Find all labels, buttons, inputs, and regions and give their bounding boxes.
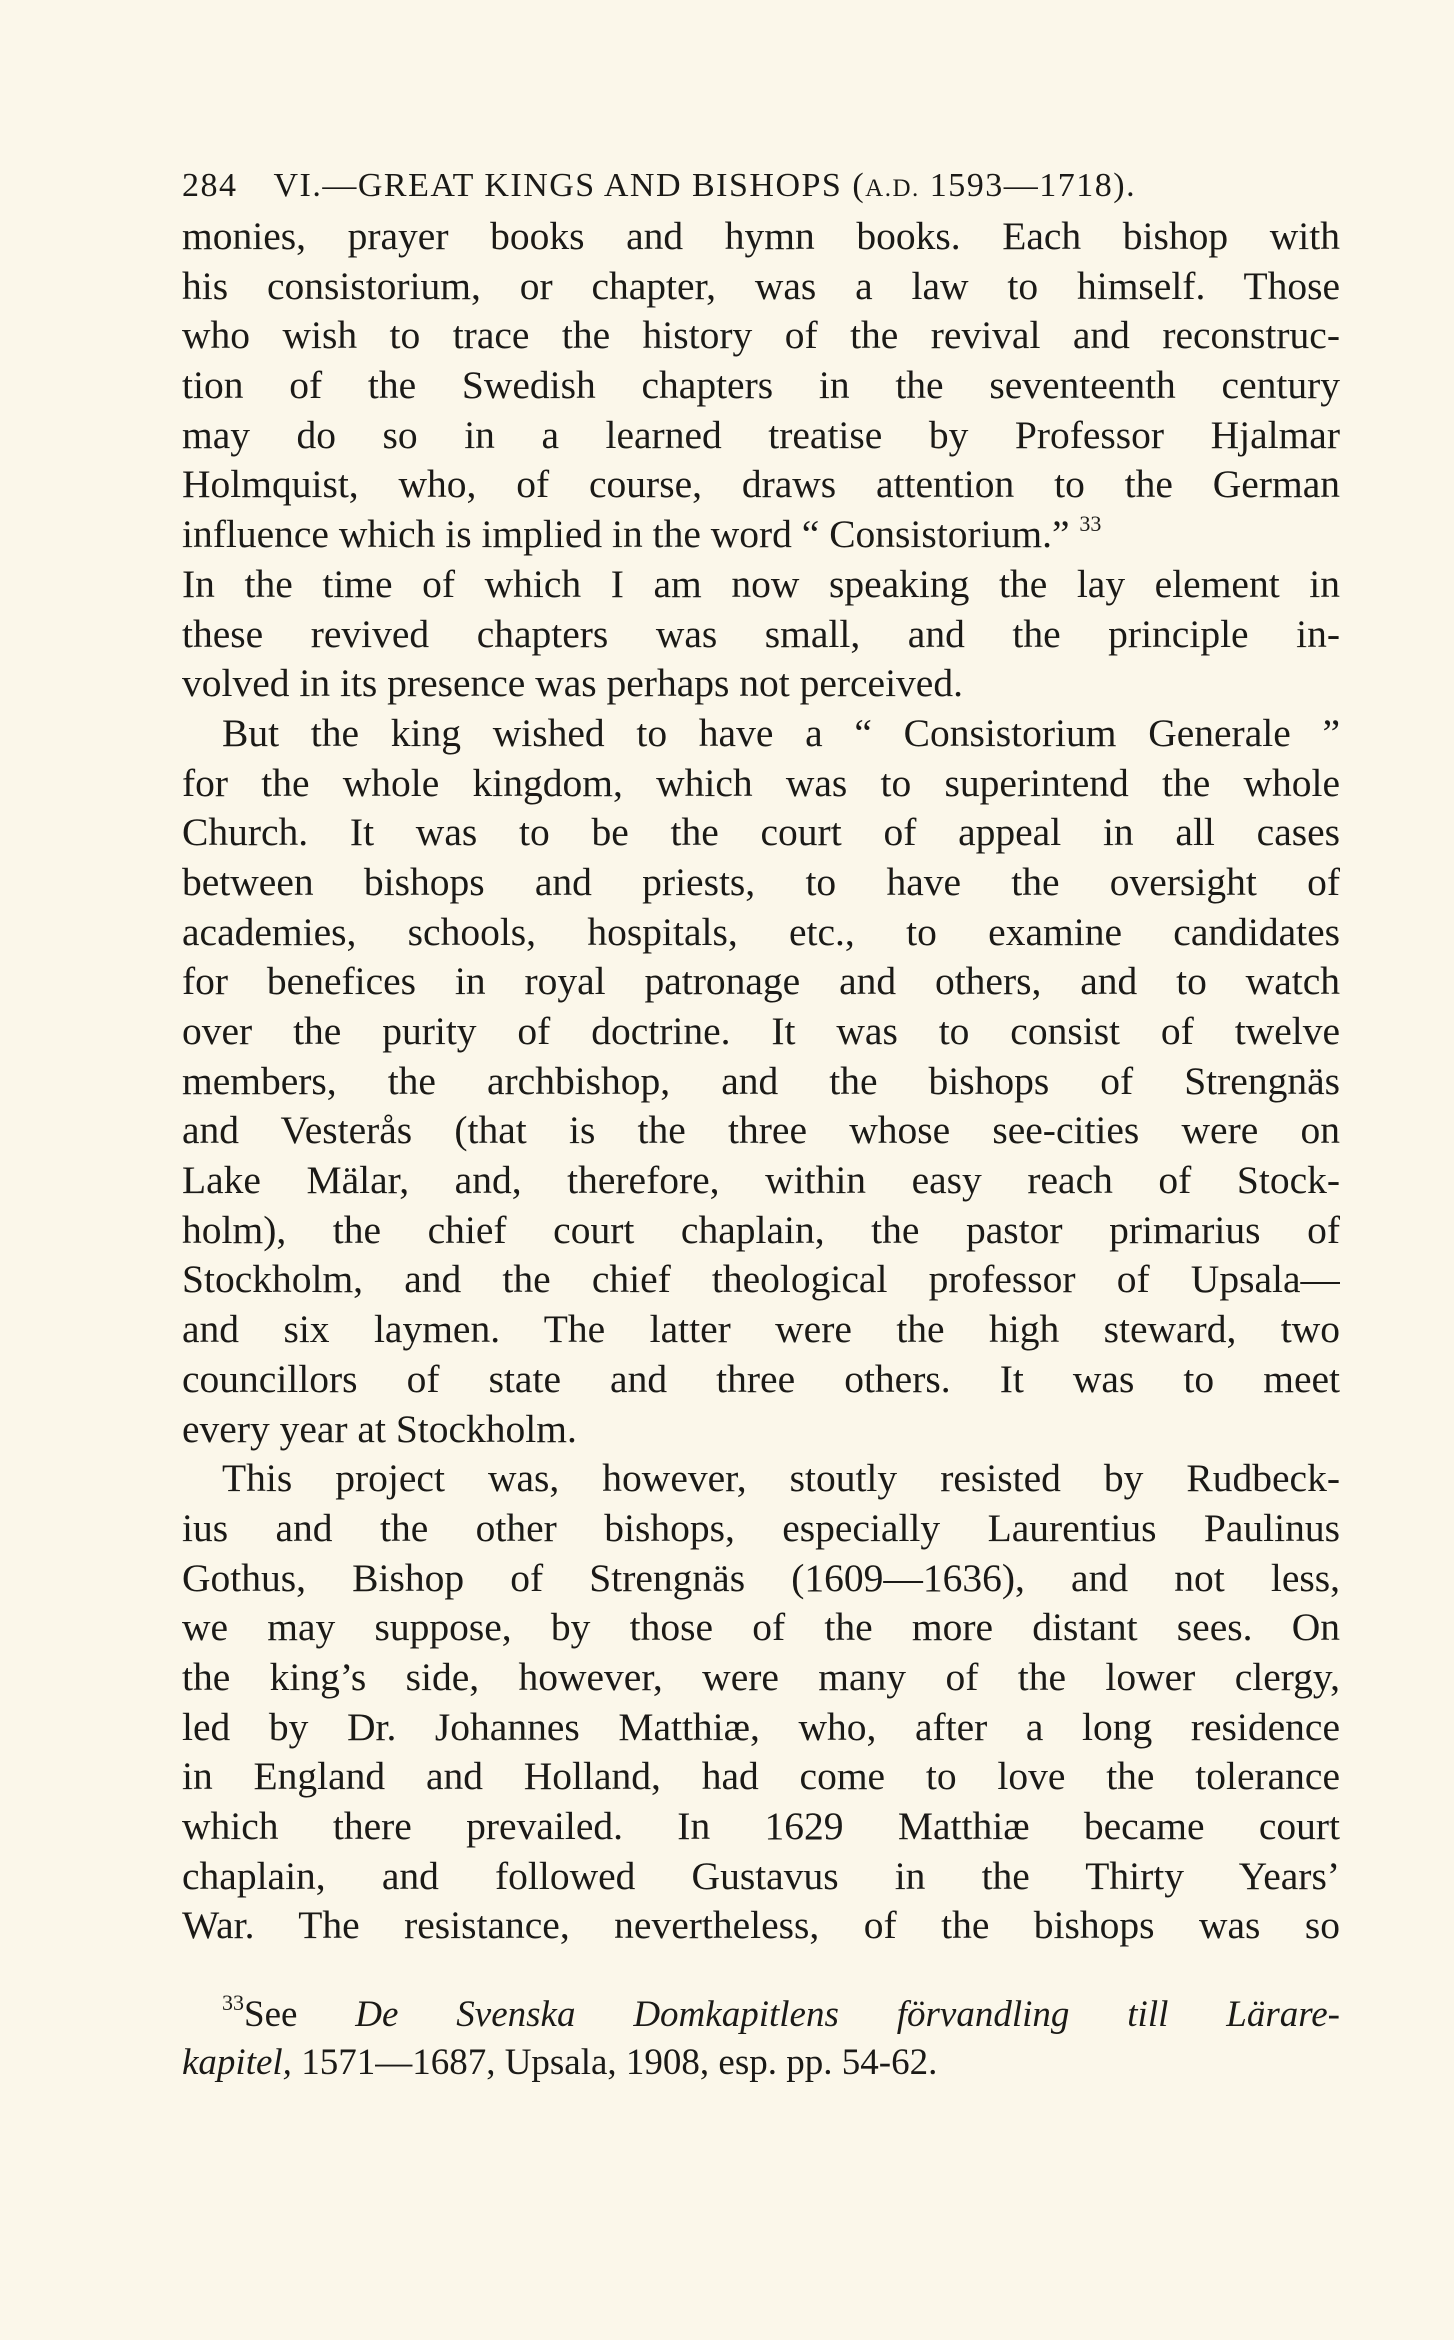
- text-line: Church. It was to be the court of appeal in all cases: [182, 810, 1340, 855]
- text-line: his consistorium, or chapter, was a law to himself. Those: [182, 263, 1340, 308]
- text-line: academies, schools, hospitals, etc., to examine candidates: [182, 909, 1340, 954]
- text-line: for benefices in royal patronage and others, and to watch: [182, 959, 1340, 1004]
- text-line: the king’s side, however, were many of the lower clergy,: [182, 1654, 1340, 1699]
- text-line: these revived chapters was small, and the principle in-: [182, 611, 1340, 656]
- text-line: over the purity of doctrine. It was to consist of twelve: [182, 1009, 1340, 1053]
- text-line: every year at Stockholm.: [182, 1406, 577, 1451]
- text-line: for the whole kingdom, which was to superintend the whole: [182, 760, 1340, 805]
- paragraph-start-line: But the king wished to have a “ Consistorium Generale ”: [222, 710, 1340, 755]
- text-line: Gothus, Bishop of Strengnäs (1609—1636), and not less,: [182, 1555, 1340, 1600]
- text-line: tion of the Swedish chapters in the seventeenth century: [182, 363, 1340, 408]
- text-line: Holmquist, who, of course, draws attention to the German: [182, 462, 1340, 507]
- footnote-line: [182, 2039, 1340, 2087]
- text-line: influence which is implied in the word “ Consistorium.”: [182, 512, 1070, 557]
- text-line: Lake Mälar, and, therefore, within easy reach of Stock-: [182, 1158, 1340, 1203]
- footnote-reference: 33: [1079, 511, 1102, 537]
- text-line: and Vesterås (that is the three whose see-cities were on: [182, 1108, 1340, 1153]
- text-line: led by Dr. Johannes Matthiæ, who, after a long residence: [182, 1704, 1340, 1749]
- text-line: members, the archbishop, and the bishops of Strengnäs: [182, 1058, 1340, 1103]
- text-line: holm), the chief court chaplain, the pastor primarius of: [182, 1207, 1340, 1252]
- text-line: between bishops and priests, to have the oversight of: [182, 859, 1340, 904]
- running-title-dates: 1593—1718).: [919, 167, 1137, 204]
- text-line: Stockholm, and the chief theological professor of Upsala—: [182, 1257, 1340, 1302]
- text-line: monies, prayer books and hymn books. Each bishop with: [182, 214, 1340, 258]
- text-line: War. The resistance, nevertheless, of the bishops was so: [182, 1903, 1340, 1948]
- running-title: VI.—GREAT KINGS AND BISHOPS (: [273, 167, 866, 204]
- text-line: in England and Holland, had come to love the tolerance: [182, 1754, 1340, 1799]
- paragraph-start-line: This project was, however, stoutly resisted by Rudbeck-: [222, 1456, 1340, 1501]
- footnote-title: De Svenska Domkapitlens förvandling till Lärare-: [355, 1994, 1340, 2036]
- text-line-with-footnote-ref: [182, 510, 1340, 560]
- footnote-mark: 33: [222, 1991, 244, 2016]
- page: [182, 160, 1340, 2087]
- running-title-smallcaps: A.D.: [865, 175, 920, 202]
- footnotes: [182, 1991, 1340, 2087]
- footnote-details: 1571—1687, Upsala, 1908, esp. pp. 54-62.: [291, 2042, 938, 2084]
- text-line: we may suppose, by those of the more distant sees. On: [182, 1605, 1340, 1650]
- running-head: [182, 160, 1340, 212]
- text-line: and six laymen. The latter were the high steward, two: [182, 1307, 1340, 1352]
- page-number: 284: [182, 167, 238, 204]
- text-line: may do so in a learned treatise by Professor Hjalmar: [182, 412, 1340, 457]
- text-line: which there prevailed. In 1629 Matthiæ became court: [182, 1804, 1340, 1848]
- text-line: volved in its presence was perhaps not perceived.: [182, 661, 963, 706]
- text-line: In the time of which I am now speaking the lay element in: [182, 561, 1340, 606]
- body-text: [182, 212, 1340, 1951]
- footnote-title-continued: kapitel,: [182, 2042, 292, 2084]
- footnote-line: [182, 1991, 1340, 2039]
- text-line: who wish to trace the history of the revival and reconstruc-: [182, 313, 1340, 358]
- text-line: chaplain, and followed Gustavus in the Thirty Years’: [182, 1853, 1340, 1898]
- text-line: ius and the other bishops, especially Laurentius Paulinus: [182, 1505, 1340, 1550]
- footnote-see: See: [244, 1994, 356, 2036]
- text-line: councillors of state and three others. It was to meet: [182, 1356, 1340, 1401]
